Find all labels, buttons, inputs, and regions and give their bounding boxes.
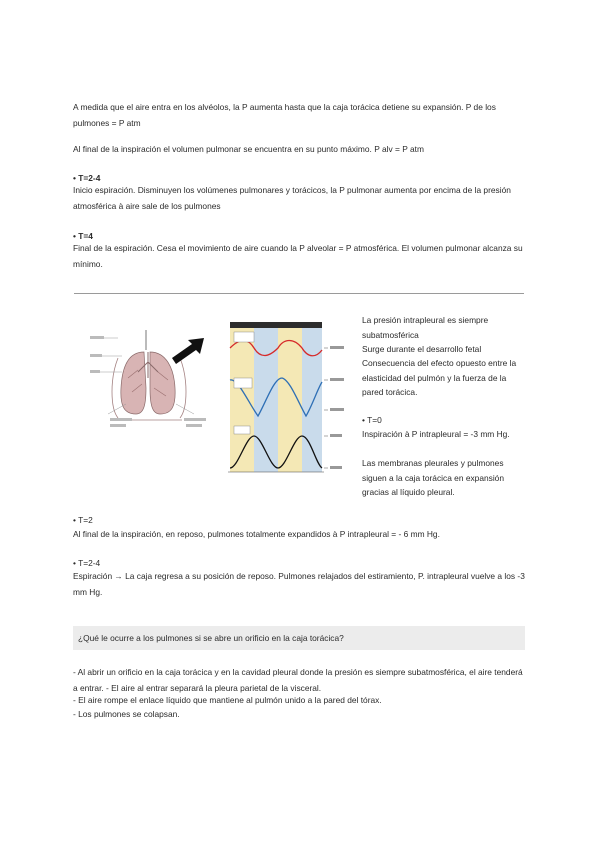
answer-line-2: - El aire rompe el enlace líquido que mantiene al pulmón unido a la pared del tórax.	[73, 695, 382, 705]
respiration-figure-svg	[88, 318, 346, 480]
question-box	[73, 626, 525, 650]
sidebar-t0-line-1: Inspiración à P intrapleural = -3 mm Hg.	[362, 429, 510, 439]
sidebar-line-2: Surge durante el desarrollo fetal	[362, 344, 482, 354]
section-body-t4: Final de la espiración. Cesa el movimiento de aire cuando la P alveolar = P atmosférica. El volumen pulmonar alcanza su mínimo.	[73, 243, 523, 269]
sidebar-t0-line-2: Las membranas pleurales y pulmones siguen a la caja torácica en expansión gracias al líquido pleural.	[362, 458, 505, 497]
respiration-figure	[88, 318, 346, 480]
section-body-t2-4: Inicio espiración. Disminuyen los volúmenes pulmonares y torácicos, la P pulmonar aumenta por encima de la presión atmosférica à aire sale de los pulmones	[73, 185, 511, 211]
section-body-t2-4-expiration: Espiración → La caja regresa a su posición de reposo. Pulmones relajados del estiramiento, P. intrapleural vuelve a los -3 mm Hg.	[73, 571, 525, 597]
answer-line-3: - Los pulmones se colapsan.	[73, 709, 180, 719]
intro-paragraph-2: Al final de la inspiración el volumen pulmonar se encuentra en su punto máximo. P alv = P atm	[73, 144, 424, 154]
pressure-volume-graph	[228, 322, 344, 472]
question-text: ¿Qué le ocurre a los pulmones si se abre un orificio en la caja torácica?	[78, 633, 344, 643]
horizontal-divider	[74, 293, 524, 294]
answer-line-1: - Al abrir un orificio en la caja torácica y en la cavidad pleural donde la presión es siempre subatmosférica, el aire tenderá a entrar. - El aire al entrar separará la pleura parietal de la visceral.	[73, 667, 523, 693]
section-heading-t4: • T=4	[73, 231, 93, 241]
section-heading-t2-4: • T=2-4	[73, 173, 101, 183]
sidebar-line-3: Consecuencia del efecto opuesto entre la elasticidad del pulmón y la fuerza de la pared torácica.	[362, 358, 517, 397]
sidebar-heading-t0: • T=0	[362, 415, 382, 425]
section-heading-t2-4-expiration: • T=2-4	[73, 558, 101, 568]
lungs-illustration	[90, 330, 206, 427]
intro-paragraph-1: A medida que el aire entra en los alvéolos, la P aumenta hasta que la caja torácica detiene su expansión. P de los pulmones = P atm	[73, 102, 496, 128]
section-heading-t2: • T=2	[73, 515, 93, 525]
section-body-t2: Al final de la inspiración, en reposo, pulmones totalmente expandidos à P intrapleural = - 6 mm Hg.	[73, 529, 440, 539]
sidebar-line-1: La presión intrapleural es siempre subatmosférica	[362, 315, 489, 340]
